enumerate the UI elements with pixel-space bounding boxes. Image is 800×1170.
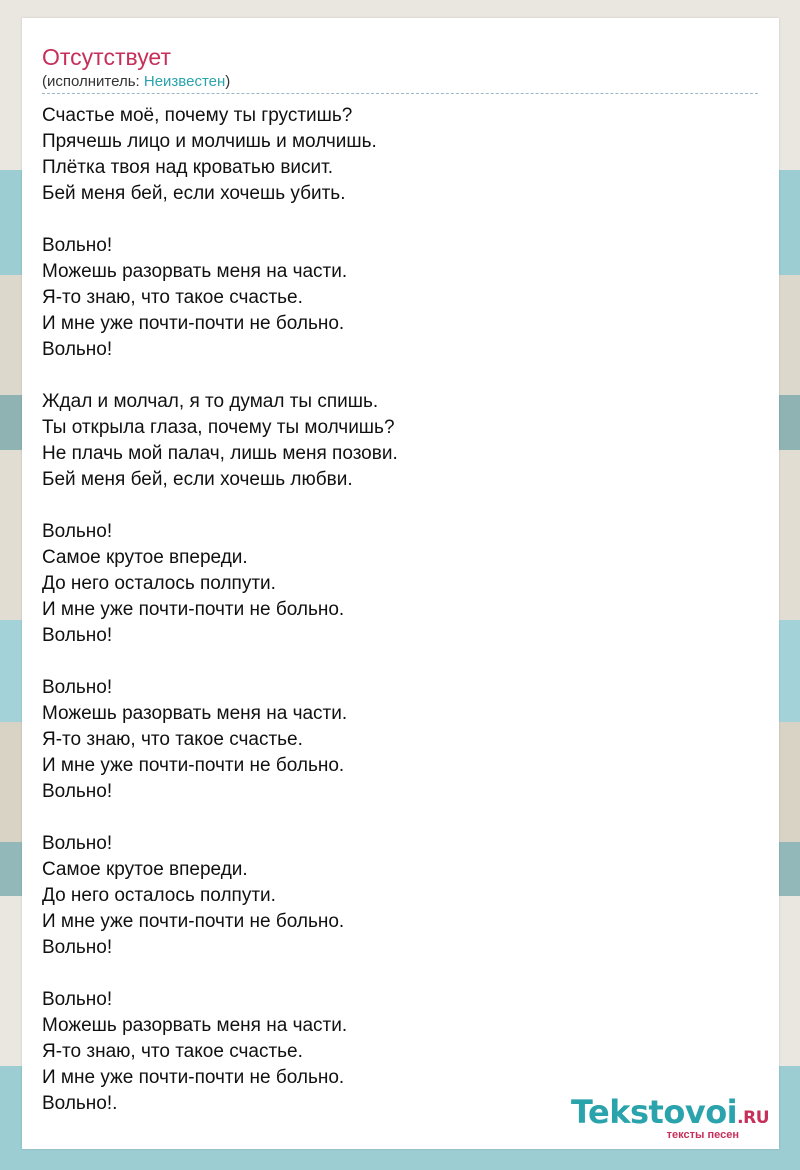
lyric-line: Можешь разорвать меня на части. (42, 703, 348, 724)
lyric-line: И мне уже почти-почти не больно. (42, 599, 345, 620)
lyric-line: Самое крутое впереди. (42, 547, 248, 568)
lyric-blank-line (42, 207, 758, 233)
lyric-line: Прячешь лицо и молчишь и молчишь. (42, 131, 377, 152)
song-title: Отсутствует (42, 44, 171, 70)
lyric-line: Вольно! (42, 781, 113, 802)
lyric-line: И мне уже почти-почти не больно. (42, 911, 345, 932)
lyric-blank-line (42, 805, 758, 831)
lyric-line: До него осталось полпути. (42, 573, 276, 594)
lyric-line: Вольно! (42, 521, 113, 542)
lyric-line: Плётка твоя над кроватью висит. (42, 157, 334, 178)
lyric-line: Ты открыла глаза, почему ты молчишь? (42, 417, 395, 438)
logo-main-text: Tekstovoi (570, 1093, 738, 1131)
lyric-line: Ждал и молчал, я то думал ты спишь. (42, 391, 379, 412)
logo-domain: .RU (737, 1108, 769, 1128)
lyric-line: Бей меня бей, если хочешь убить. (42, 183, 346, 204)
lyric-line: Вольно! (42, 937, 113, 958)
lyric-line: Вольно! (42, 833, 113, 854)
lyric-line: Не плачь мой палач, лишь меня позови. (42, 443, 398, 464)
lyric-blank-line (42, 649, 758, 675)
lyric-line: Вольно! (42, 989, 113, 1010)
lyric-line: Можешь разорвать меня на части. (42, 1015, 348, 1036)
lyric-blank-line (42, 363, 758, 389)
lyric-line: Вольно! (42, 677, 113, 698)
lyric-line: Вольно! (42, 235, 113, 256)
artist-suffix: ) (225, 73, 231, 90)
lyric-line: Я-то знаю, что такое счастье. (42, 287, 303, 308)
lyric-line: Можешь разорвать меня на части. (42, 261, 348, 282)
lyric-line: Я-то знаю, что такое счастье. (42, 729, 303, 750)
lyrics-card (22, 18, 779, 1149)
lyric-line: Самое крутое впереди. (42, 859, 248, 880)
logo-tagline: тексты песен (666, 1129, 739, 1141)
lyric-line: Я-то знаю, что такое счастье. (42, 1041, 303, 1062)
lyric-blank-line (42, 493, 758, 519)
site-logo[interactable] (571, 1094, 769, 1141)
title-divider (42, 93, 758, 94)
lyric-line: Вольно! (42, 339, 113, 360)
lyric-line: Счастье моё, почему ты грустишь? (42, 105, 353, 126)
lyrics-text (42, 103, 758, 1117)
artist-link[interactable]: Неизвестен (143, 73, 226, 90)
lyric-line: И мне уже почти-почти не больно. (42, 755, 345, 776)
lyric-line: Вольно!. (42, 1093, 118, 1114)
lyric-blank-line (42, 961, 758, 987)
lyric-line: И мне уже почти-почти не больно. (42, 1067, 345, 1088)
lyric-line: Бей меня бей, если хочешь любви. (42, 469, 353, 490)
lyric-line: И мне уже почти-почти не больно. (42, 313, 345, 334)
artist-prefix: (исполнитель: (42, 73, 144, 90)
lyric-line: Вольно! (42, 625, 113, 646)
artist-line (42, 73, 230, 91)
lyric-line: До него осталось полпути. (42, 885, 276, 906)
